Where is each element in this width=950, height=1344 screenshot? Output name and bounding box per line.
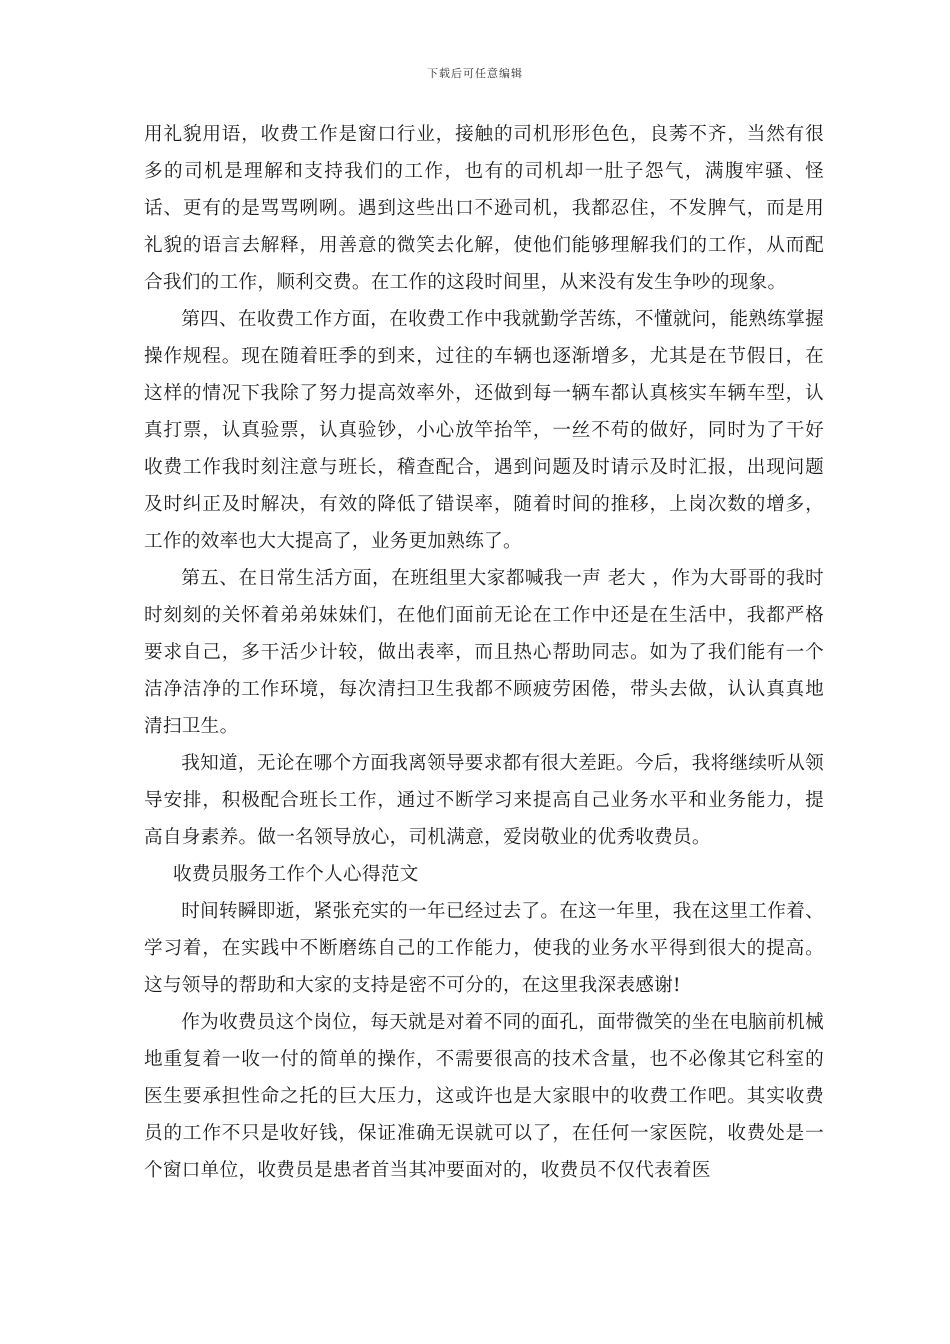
paragraph-fourth: 第四、在收费工作方面，在收费工作中我就勤学苦练，不懂就问，能熟练掌握操作规程。现在随着旺季的到来，过往的车辆也逐渐增多，尤其是在节假日，在这样的情况下我除了努力提高效率外，还做到每一辆车都认真核实车辆车型，认真打票，认真验票，认真验钞，小心放竿抬竿，一丝不苟的做好，同时为了干好收费工作我时刻注意与班长，稽查配合，遇到问题及时请示及时汇报，出现问题及时纠正及时解决，有效的降低了错误率，随着时间的推移，上岗次数的增多，工作的效率也大大提高了，业务更加熟练了。 xyxy=(144,309,824,552)
document-body xyxy=(144,116,824,1189)
page-header: 下载后可任意编辑 xyxy=(427,67,523,80)
paragraph-role: 作为收费员这个岗位，每天就是对着不同的面孔，面带微笑的坐在电脑前机械地重复着一收一付的简单的操作，不需要很高的技术含量，也不必像其它科室的医生要承担性命之托的巨大压力，这或许也是大家眼中的收费工作吧。其实收费员的工作不只是收好钱，保证准确无误就可以了，在任何一家医院，收费处是一个窗口单位，收费员是患者首当其冲要面对的，收费员不仅代表着医 xyxy=(144,1012,824,1181)
paragraph-courtesy: 用礼貌用语，收费工作是窗口行业，接触的司机形形色色，良莠不齐，当然有很多的司机是理解和支持我们的工作，也有的司机却一肚子怨气，满腹牢骚、怪话、更有的是骂骂咧咧。遇到这些出口不逊司机，我都忍住，不发脾气，而是用礼貌的语言去解释，用善意的微笑去化解，使他们能够理解我们的工作，从而配合我们的工作，顺利交费。在工作的这段时间里，从来没有发生争吵的现象。 xyxy=(144,124,824,293)
paragraph-intro: 时间转瞬即逝，紧张充实的一年已经过去了。在这一年里，我在这里工作着、学习着，在实践中不断磨练自己的工作能力，使我的业务水平得到很大的提高。这与领导的帮助和大家的支持是密不可分的，在这里我深表感谢! xyxy=(144,901,824,996)
section-title: 收费员服务工作个人心得范文 xyxy=(173,864,419,885)
paragraph-conclusion: 我知道，无论在哪个方面我离领导要求都有很大差距。今后，我将继续听从领导安排，积极配合班长工作，通过不断学习来提高自己业务水平和业务能力，提高自身素养。做一名领导放心，司机满意，爱岗敬业的优秀收费员。 xyxy=(144,753,824,848)
paragraph-fifth: 第五、在日常生活方面，在班组里大家都喊我一声 老大 ，作为大哥哥的我时时刻刻的关怀着弟弟妹妹们，在他们面前无论在工作中还是在生活中，我都严格要求自己，多干活少计较，做出表率，而且热心帮助同志。如为了我们能有一个洁净洁净的工作环境，每次清扫卫生我都不顾疲劳困倦，带头去做，认认真真地清扫卫生。 xyxy=(144,568,824,737)
